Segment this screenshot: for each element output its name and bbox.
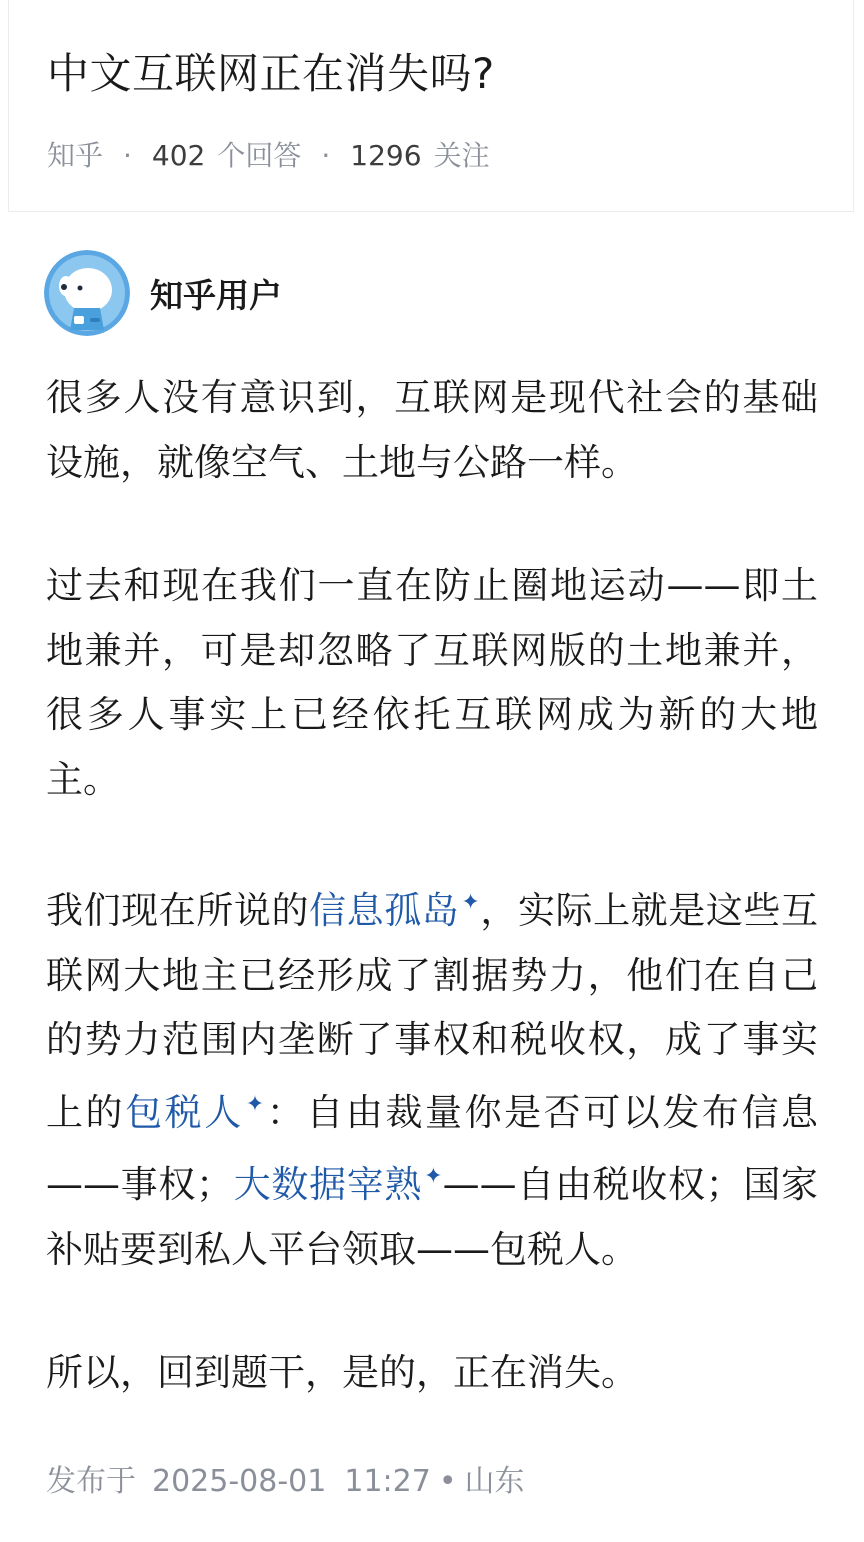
source-label: 知乎 <box>47 139 104 172</box>
follower-count-unit: 关注 <box>433 139 490 172</box>
keyword-link-info-island[interactable] <box>309 889 480 932</box>
question-title[interactable]: 中文互联网正在消失吗? <box>47 49 495 98</box>
footer-separator: • <box>438 1464 457 1499</box>
answer-paragraph <box>46 871 818 1282</box>
follower-count: 1296 <box>350 139 422 172</box>
sparkle-icon: ✦ <box>424 1164 443 1189</box>
answer-text: 我们现在所说的 <box>46 889 310 932</box>
author-row[interactable] <box>44 250 282 336</box>
sparkle-icon: ✦ <box>245 1091 265 1117</box>
question-meta <box>47 134 490 178</box>
publish-info <box>46 1458 525 1506</box>
answer-text: ——自由税收权；国家补贴要到私人平台领取——包税人。 <box>46 1163 819 1271</box>
author-name[interactable]: 知乎用户 <box>150 275 282 315</box>
answer-count-unit: 个回答 <box>217 139 302 172</box>
keyword-link-text[interactable]: 大数据宰熟 <box>233 1163 423 1206</box>
avatar-icon[interactable] <box>44 250 130 336</box>
keyword-link-big-data-pricing[interactable] <box>233 1163 443 1206</box>
question-card <box>8 0 854 212</box>
published-label: 发布于 <box>46 1464 136 1499</box>
publish-location: 山东 <box>464 1464 525 1499</box>
keyword-link-tax-farmer[interactable] <box>125 1091 264 1134</box>
sparkle-icon: ✦ <box>461 890 480 915</box>
keyword-link-text[interactable]: 信息孤岛 <box>309 889 460 932</box>
answer-body <box>46 366 818 1406</box>
answer-paragraph: 过去和现在我们一直在防止圈地运动——即土地兼并，可是却忽略了互联网版的土地兼并，很多人事实上已经依托互联网成为新的大地主。 <box>46 564 818 801</box>
answer-count: 402 <box>151 139 206 172</box>
publish-date: 2025-08-01 <box>152 1464 327 1499</box>
publish-time: 11:27 <box>344 1464 431 1499</box>
answer-text: ：自由裁量你是否可以发布信息——事权； <box>46 1090 819 1206</box>
answer-paragraph: 所以，回到题干，是的，正在消失。 <box>46 1351 638 1394</box>
meta-dot: · <box>123 139 132 172</box>
meta-dot: · <box>321 139 331 172</box>
keyword-link-text[interactable]: 包税人 <box>125 1090 244 1134</box>
answer-text: ，实际上就是这些互联网大地主已经形成了割据势力，他们在自己的势力范围内垄断了事权和税收权，成了事实上的 <box>46 889 818 1134</box>
answer-paragraph: 很多人没有意识到，互联网是现代社会的基础设施，就像空气、土地与公路一样。 <box>46 376 818 484</box>
